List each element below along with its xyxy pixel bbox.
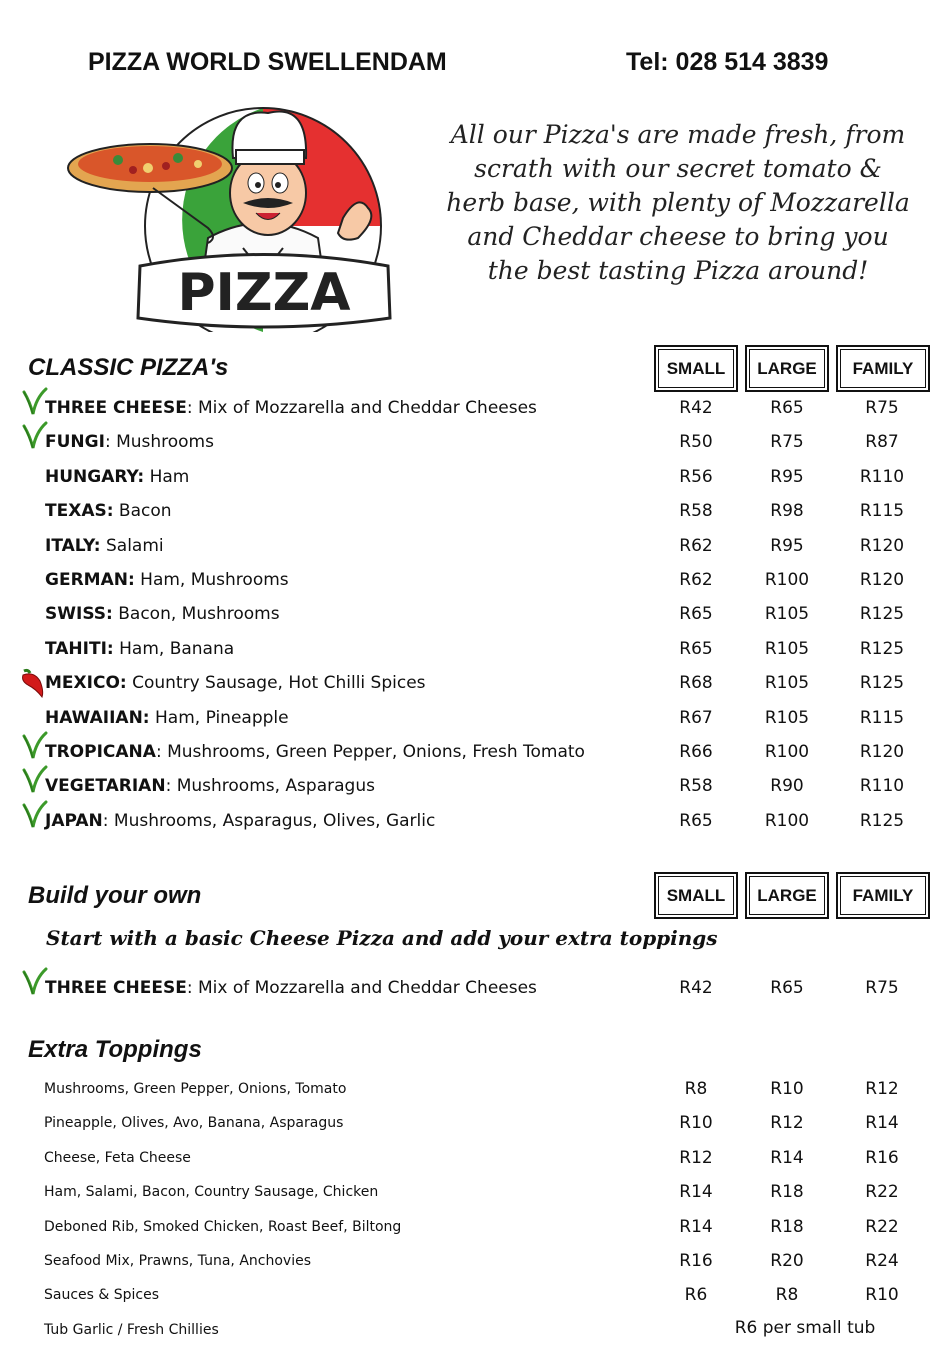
list-item xyxy=(0,667,944,701)
list-item xyxy=(0,702,944,736)
item-name: GERMAN: Ham, Mushrooms xyxy=(45,570,289,590)
price-family: R120 xyxy=(859,570,905,590)
list-item xyxy=(0,1142,944,1176)
price-small: R8 xyxy=(684,1079,708,1099)
list-item xyxy=(0,736,944,770)
price-small: R58 xyxy=(679,501,713,522)
price-large: R8 xyxy=(775,1285,799,1306)
item-name: TAHITI: Ham, Banana xyxy=(45,638,235,659)
price-family: R125 xyxy=(859,638,905,659)
price-large: R95 xyxy=(770,466,804,487)
column-header-large: LARGE xyxy=(745,872,829,919)
price-small: R65 xyxy=(679,604,713,625)
price-small: R65 xyxy=(679,638,713,659)
price-family: R110 xyxy=(859,776,905,797)
price-small: R58 xyxy=(679,776,713,797)
telephone: Tel: 028 514 3839 xyxy=(626,48,829,76)
list-item xyxy=(0,805,944,839)
list-item xyxy=(0,1073,944,1107)
list-item xyxy=(0,633,944,667)
price-large: R105 xyxy=(764,673,810,694)
list-item xyxy=(0,495,944,529)
topping-name: Ham, Salami, Bacon, Country Sausage, Chicken xyxy=(44,1184,379,1201)
restaurant-name: PIZZA WORLD SWELLENDAM xyxy=(88,48,447,76)
price-large: R20 xyxy=(770,1251,804,1271)
price-large: R75 xyxy=(770,432,804,453)
item-name: HUNGARY: Ham xyxy=(45,466,190,487)
logo-word: PIZZA xyxy=(177,263,351,323)
item-name: MEXICO: Country Sausage, Hot Chilli Spices xyxy=(45,673,426,694)
price-small: R14 xyxy=(679,1182,713,1203)
price-large: R100 xyxy=(764,570,810,590)
price-large: R105 xyxy=(764,638,810,659)
price-family: R22 xyxy=(865,1182,899,1203)
price-family: R120 xyxy=(859,742,905,762)
tagline-line: the best tasting Pizza around! xyxy=(487,256,869,285)
price-large: R12 xyxy=(770,1113,804,1134)
tagline-line: herb base, with plenty of Mozzarella xyxy=(446,188,910,217)
price-family: R115 xyxy=(859,707,905,728)
item-name: TROPICANA: Mushrooms, Green Pepper, Onions, Fresh Tomato xyxy=(45,742,585,762)
price-large: R90 xyxy=(770,776,804,797)
price-small: R66 xyxy=(679,742,713,762)
item-name: SWISS: Bacon, Mushrooms xyxy=(45,604,280,625)
item-name: JAPAN: Mushrooms, Asparagus, Olives, Garlic xyxy=(45,810,436,831)
price-family: R110 xyxy=(859,466,905,487)
price-small: R65 xyxy=(679,810,713,831)
list-item xyxy=(0,1107,944,1141)
price-large: R10 xyxy=(770,1079,804,1099)
list-item xyxy=(0,1211,944,1245)
price-small: R16 xyxy=(679,1251,713,1271)
price-family: R10 xyxy=(865,1285,899,1306)
list-item xyxy=(0,1245,944,1279)
list-item xyxy=(0,1176,944,1210)
list-item xyxy=(0,564,944,598)
price-large: R14 xyxy=(770,1147,804,1168)
price-large: R100 xyxy=(764,742,810,762)
item-name: THREE CHEESE: Mix of Mozzarella and Cheddar Cheeses xyxy=(45,398,537,418)
pizza-chef-logo-icon xyxy=(58,98,408,332)
tagline-line: and Cheddar cheese to bring you xyxy=(467,222,889,251)
classic-section-title: CLASSIC PIZZA's xyxy=(28,354,229,381)
item-name: TEXAS: Bacon xyxy=(45,501,172,522)
item-name: FUNGI: Mushrooms xyxy=(45,432,214,453)
price-large: R100 xyxy=(764,810,810,831)
topping-name: Tub Garlic / Fresh Chillies xyxy=(44,1322,219,1338)
price-large: R65 xyxy=(770,398,804,418)
item-name: ITALY: Salami xyxy=(45,535,164,556)
price-small: R10 xyxy=(679,1113,713,1134)
price-small: R6 xyxy=(684,1285,708,1306)
price-family: R22 xyxy=(865,1216,899,1237)
tagline-line: scrath with our secret tomato & xyxy=(474,154,882,183)
price-small: R62 xyxy=(679,570,713,590)
item-name: HAWAIIAN: Ham, Pineapple xyxy=(45,707,289,728)
price-small: R62 xyxy=(679,535,713,556)
price-small: R42 xyxy=(679,978,713,998)
build-section-title: Build your own xyxy=(28,882,202,909)
list-item xyxy=(0,426,944,460)
column-header-small: SMALL xyxy=(654,872,738,919)
price-family: R16 xyxy=(865,1147,899,1168)
price-family: R87 xyxy=(865,432,899,453)
price-small: R67 xyxy=(679,707,713,728)
extras-section-title: Extra Toppings xyxy=(28,1036,202,1063)
topping-name: Sauces & Spices xyxy=(44,1287,160,1304)
price-family: R120 xyxy=(859,535,905,556)
list-item xyxy=(0,972,944,1006)
price-family: R14 xyxy=(865,1113,899,1134)
list-item xyxy=(0,598,944,632)
list-item xyxy=(0,461,944,495)
price-family: R125 xyxy=(859,673,905,694)
price-family: R75 xyxy=(865,398,899,418)
price-large: R95 xyxy=(770,535,804,556)
price-small: R14 xyxy=(679,1216,713,1237)
price-small: R42 xyxy=(679,398,713,418)
price-large: R105 xyxy=(764,707,810,728)
tagline-line: All our Pizza's are made fresh, from xyxy=(450,120,906,149)
chilli-icon xyxy=(18,667,46,699)
item-name: THREE CHEESE: Mix of Mozzarella and Cheddar Cheeses xyxy=(45,978,537,998)
list-item xyxy=(0,392,944,426)
price-large: R105 xyxy=(764,604,810,625)
list-item xyxy=(0,770,944,804)
topping-name: Cheese, Feta Cheese xyxy=(44,1149,191,1166)
price-large: R18 xyxy=(770,1216,804,1237)
tagline xyxy=(418,118,938,288)
price-large: R65 xyxy=(770,978,804,998)
column-header-small: SMALL xyxy=(654,345,738,392)
column-header-large: LARGE xyxy=(745,345,829,392)
list-item xyxy=(0,1279,944,1313)
price-family: R12 xyxy=(865,1079,899,1099)
price-small: R68 xyxy=(679,673,713,694)
price-small: R12 xyxy=(679,1147,713,1168)
price-small: R56 xyxy=(679,466,713,487)
column-header-family: FAMILY xyxy=(836,345,930,392)
price-family: R125 xyxy=(859,604,905,625)
topping-name: Mushrooms, Green Pepper, Onions, Tomato xyxy=(44,1081,347,1097)
topping-name: Pineapple, Olives, Avo, Banana, Asparagus xyxy=(44,1115,344,1132)
price-large: R98 xyxy=(770,501,804,522)
price-family: R75 xyxy=(865,978,899,998)
price-small: R50 xyxy=(679,432,713,453)
price-family: R125 xyxy=(859,810,905,831)
topping-name: Seafood Mix, Prawns, Tuna, Anchovies xyxy=(44,1253,311,1269)
column-header-family: FAMILY xyxy=(836,872,930,919)
list-item xyxy=(0,530,944,564)
price-family: R24 xyxy=(865,1251,899,1271)
price-family: R115 xyxy=(859,501,905,522)
topping-name: Deboned Rib, Smoked Chicken, Roast Beef, Biltong xyxy=(44,1218,402,1235)
item-name: VEGETARIAN: Mushrooms, Asparagus xyxy=(45,776,375,797)
price-large: R18 xyxy=(770,1182,804,1203)
build-subtitle: Start with a basic Cheese Pizza and add your extra toppings xyxy=(46,926,718,950)
price-note: R6 per small tub xyxy=(734,1318,876,1338)
